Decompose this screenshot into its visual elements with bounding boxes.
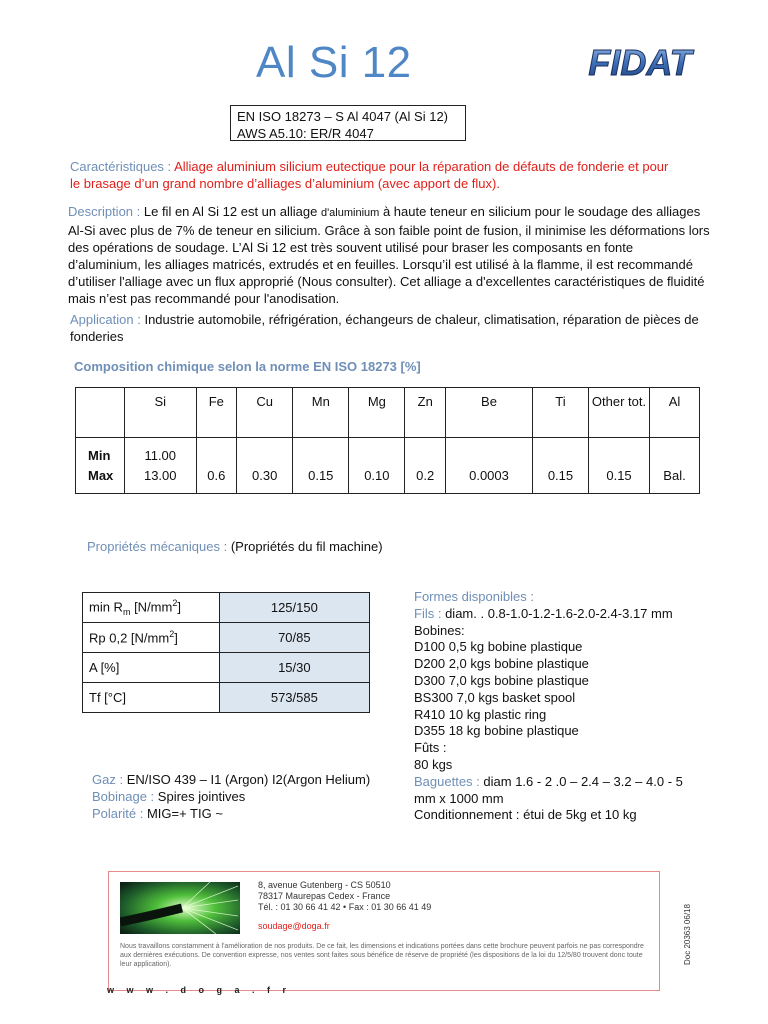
fidat-logo xyxy=(573,44,707,80)
composition-values-row xyxy=(76,438,700,494)
baguettes-line xyxy=(414,774,734,791)
phone-fax: Tél. : 01 30 66 41 42 • Fax : 01 30 66 41 49 xyxy=(258,902,432,912)
conditionnement-text: Conditionnement : étui de 5kg et 10 kg xyxy=(414,807,637,823)
application-text-line1: Industrie automobile, réfrigération, échangeurs de chaleur, climatisation, réparation de pièces de xyxy=(144,312,699,327)
ti-cell xyxy=(532,438,588,494)
bobinage-label: Bobinage : xyxy=(92,789,155,804)
si-min-value: 11.00 xyxy=(144,447,177,463)
header-mn: Mn xyxy=(293,388,349,438)
other-cell xyxy=(589,438,650,494)
bobinage-line xyxy=(92,788,392,805)
fils-text: diam. . 0.8-1.0-1.2-1.6-2.0-2.4-3.17 mm xyxy=(445,605,673,621)
header-si: Si xyxy=(125,388,197,438)
tf-label: Tf [°C] xyxy=(83,683,220,713)
minmax-label-cell xyxy=(76,438,125,494)
mn-cell xyxy=(293,438,349,494)
header-al: Al xyxy=(650,388,700,438)
polarite-line xyxy=(92,805,392,822)
footer-address xyxy=(258,880,431,913)
futs-label: Fûts : xyxy=(414,740,447,756)
al-max-value: Bal. xyxy=(663,467,686,483)
bobine-item: D355 18 kg bobine plastique xyxy=(414,723,579,739)
mg-cell xyxy=(349,438,405,494)
norm-en-iso: EN ISO 18273 – S Al 4047 (Al Si 12) xyxy=(237,109,449,124)
be-max-value: 0.0003 xyxy=(469,467,509,483)
tf-value: 573/585 xyxy=(219,683,369,713)
composition-header-row xyxy=(76,388,700,438)
baguettes-text-line2: mm x 1000 mm xyxy=(414,790,504,806)
max-label: Max xyxy=(88,467,114,483)
bobines-label: Bobines: xyxy=(414,622,465,638)
polarite-label: Polarité : xyxy=(92,806,144,821)
a-value: 15/30 xyxy=(219,653,369,683)
header-zn: Zn xyxy=(405,388,446,438)
svg-text:FIDAT: FIDAT xyxy=(588,44,692,80)
gaz-text: EN/ISO 439 – I1 (Argon) I2(Argon Helium) xyxy=(126,772,371,787)
polarite-text: MIG=+ TIG ~ xyxy=(146,806,223,821)
footer-email-link[interactable]: soudage@doga.fr xyxy=(258,921,330,931)
other-max-value: 0.15 xyxy=(606,467,632,483)
description-line: des opérations de soudage. L’Al Si 12 est très souvent utilisé pour braser les composants en fonte xyxy=(68,240,634,255)
caracteristiques-text-line1: Alliage aluminium silicium eutectique pour la réparation de défauts de fonderie et pour xyxy=(174,159,669,174)
norm-box xyxy=(230,105,466,141)
address-line1: 8, avenue Gutenberg - CS 50510 xyxy=(258,880,391,890)
description-text-part1: Le fil en Al Si 12 est un alliage xyxy=(143,204,318,219)
mecaniques-row xyxy=(83,683,370,713)
mecaniques-row xyxy=(83,653,370,683)
si-cell xyxy=(125,438,197,494)
header-mg: Mg xyxy=(349,388,405,438)
gaz-label: Gaz : xyxy=(92,772,124,787)
rm-label: $\min R_m$ $[N/mm^2]$ xyxy=(83,593,220,623)
fe-max-value: 0.6 xyxy=(207,467,226,483)
mecaniques-note: (Propriétés du fil machine) xyxy=(230,539,383,554)
baguettes-label: Baguettes : xyxy=(414,773,480,789)
application-text-line2: fonderies xyxy=(70,329,124,344)
website-link[interactable]: w w w . d o g a . f r xyxy=(107,985,292,995)
caracteristiques-label: Caractéristiques : xyxy=(70,159,172,174)
footer-legal-text: Nous travaillons constamment à l'amélioration de nos produits. De ce fait, les dimensions et indications portées dans cette brochure peuvent parfois ne pas correspondre aux dernières exécutions. De convention expresse, nos ventes sont faites sous bénéfice de réserve de propriété (les dispositions de la loi du 12/5/80 trouvent donc toute leur application). xyxy=(120,943,644,968)
zn-max-value: 0.2 xyxy=(416,467,435,483)
description-text-small: d'aluminium xyxy=(320,207,380,219)
baguettes-text: diam 1.6 - 2 .0 – 2.4 – 3.2 – 4.0 - 5 xyxy=(483,773,683,789)
mecaniques-table xyxy=(82,592,370,713)
description-line: mais n’est pas recommandé pour l'anodisation. xyxy=(68,291,340,306)
cu-max-value: 0.30 xyxy=(252,467,278,483)
mecaniques-heading xyxy=(87,539,383,554)
fils-line xyxy=(414,606,734,623)
min-label: Min xyxy=(88,447,111,463)
al-cell xyxy=(650,438,700,494)
mg-max-value: 0.10 xyxy=(364,467,390,483)
mecaniques-row xyxy=(83,623,370,653)
description-text-part2: à haute teneur en silicium pour le soudage des alliages xyxy=(382,204,701,219)
mn-max-value: 0.15 xyxy=(308,467,334,483)
address-line2: 78317 Maurepas Cedex - France xyxy=(258,891,391,901)
ti-max-value: 0.15 xyxy=(547,467,574,483)
bobine-item: BS300 7,0 kgs basket spool xyxy=(414,689,576,705)
cu-cell xyxy=(237,438,293,494)
application-section xyxy=(70,311,720,345)
header-be: Be xyxy=(446,388,533,438)
mecaniques-row xyxy=(83,593,370,623)
rp-value: 70/85 xyxy=(219,623,369,653)
futs-text: 80 kgs xyxy=(414,756,453,772)
header-cu: Cu xyxy=(237,388,293,438)
gaz-section xyxy=(92,771,392,822)
header-other-tot: Other tot. xyxy=(589,388,650,438)
bobine-item: D200 2,0 kgs bobine plastique xyxy=(414,656,589,672)
bobine-item: D300 7,0 kgs bobine plastique xyxy=(414,672,589,688)
description-line: d’aluminium, les alliages matricés, extrudés et en feuilles. Lorsqu’il est utilisé à la flamme, il est recommandé xyxy=(68,257,693,272)
composition-title: Composition chimique selon la norme EN ISO 18273 [%] xyxy=(74,359,421,374)
rp-label: Rp 0,2 $[N/mm^2]$ xyxy=(83,623,220,653)
bobinage-text: Spires jointives xyxy=(157,789,246,804)
a-label: A [%] xyxy=(83,653,220,683)
caracteristiques-text-line2: le brasage d’un grand nombre d’alliages d’aluminium (avec apport de flux). xyxy=(70,176,500,191)
bobine-item: R410 10 kg plastic ring xyxy=(414,706,547,722)
be-cell xyxy=(446,438,533,494)
application-label: Application : xyxy=(70,312,141,327)
caracteristiques-section xyxy=(70,158,730,192)
header-ti: Ti xyxy=(532,388,588,438)
si-max-value: 13.00 xyxy=(143,467,177,483)
composition-table xyxy=(75,387,700,494)
header-fe: Fe xyxy=(196,388,237,438)
fe-cell xyxy=(196,438,237,494)
doc-code: Doc 20363 06/18 xyxy=(683,904,692,965)
composition-corner-cell xyxy=(76,388,125,438)
page-title: Al Si 12 xyxy=(256,38,412,87)
description-label: Description : xyxy=(68,204,141,219)
gaz-line xyxy=(92,771,392,788)
formes-title: Formes disponibles : xyxy=(414,589,534,604)
description-section xyxy=(68,203,732,307)
welding-wire-photo xyxy=(120,882,240,934)
formes-section xyxy=(414,589,734,824)
norm-aws: AWS A5.10: ER/R 4047 xyxy=(237,126,374,141)
mecaniques-label: Propriétés mécaniques : xyxy=(87,539,228,554)
zn-cell xyxy=(405,438,446,494)
rm-value: 125/150 xyxy=(219,593,369,623)
bobine-item: D100 0,5 kg bobine plastique xyxy=(414,639,583,655)
fils-label: Fils : xyxy=(414,605,442,621)
description-line: Al-Si avec plus de 7% de teneur en silicium. Grâce à son faible point de fusion, il minimise les déformations lors xyxy=(68,223,710,238)
description-line: d’utiliser l'alliage avec un flux approprié (Nous consulter). Cet alliage a d'excellentes caractéristiques de fluidité xyxy=(68,274,705,289)
